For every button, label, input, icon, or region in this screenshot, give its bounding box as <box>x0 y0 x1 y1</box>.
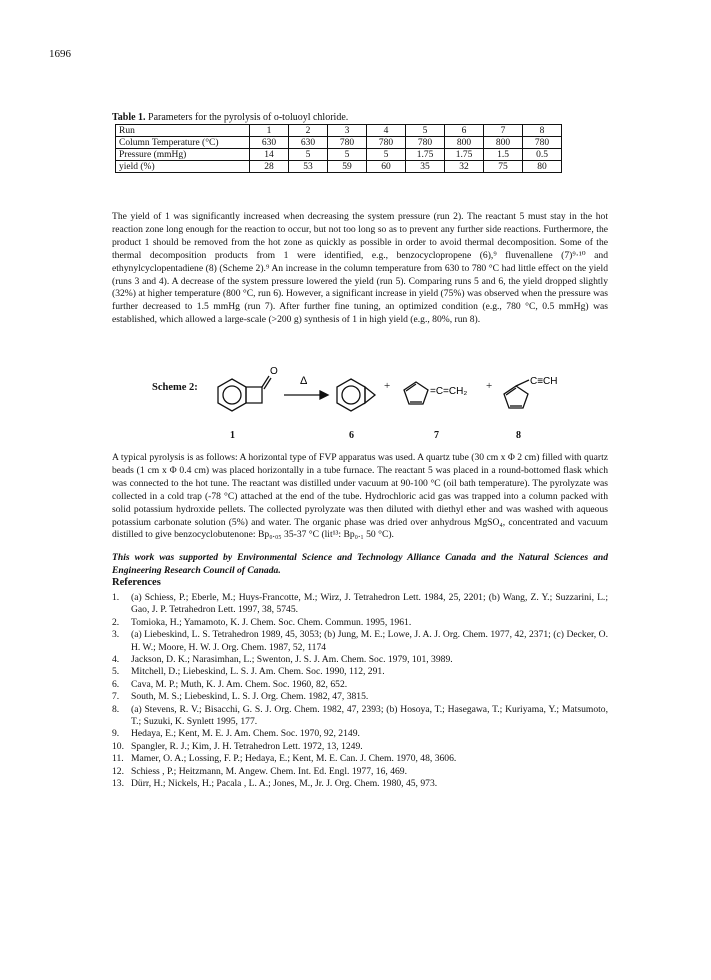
scheme-2 <box>152 362 612 450</box>
table-cell: 32 <box>445 161 484 173</box>
reference-number: 10. <box>112 740 124 752</box>
procedure-paragraph: A typical pyrolysis is as follows: A horizontal type of FVP apparatus was used. A quartz tube (30 cm x Φ 2 cm) filled with quartz beads (1 cm x Φ 0.4 cm) was placed horizontally in a tube furnace. The reactant 5 was placed in a round-bottomed flask which was connected to the hot tune. The reactant was distilled under vacuum at 90-100 °C (oil bath temperature). The pyrolyzate was collected in a cold trap (-78 °C) attached at the end of the tube. Hydrochloric acid gas was trapped into a column packed with solid potassium hydroxide pellets. The collected pyrolyzate was then diluted with diethyl ether and was washed with aqueous potassium carbonate solution (5%) and water. The organic phase was dried over anhydrous MgSO₄, concentrated and vacuum distilled to give benzocyclobutenone: Bp₀.₀₅ 35-37 °C (lit¹³: Bp₀.₁ 50 °C). <box>112 452 608 541</box>
reference-number: 11. <box>112 753 124 765</box>
table-cell: 3 <box>328 125 367 137</box>
reference-text: Schiess , P.; Heitzmann, M. Angew. Chem. Int. Ed. Engl. 1977, 16, 469. <box>131 765 407 777</box>
table-row-label: Run <box>116 125 250 137</box>
reference-text: Cava, M. P.; Muth, K. J. Am. Chem. Soc. 1960, 82, 652. <box>131 678 348 690</box>
table-row <box>116 137 562 149</box>
reference-item <box>112 728 608 740</box>
reference-item <box>112 704 608 729</box>
table-cell: 5 <box>367 149 406 161</box>
plus-sign: + <box>486 380 493 392</box>
reference-number: 4. <box>112 654 120 666</box>
table-cell: 1.75 <box>406 149 445 161</box>
table-row-label: Column Temperature (°C) <box>116 137 250 149</box>
table-cell: 1 <box>250 125 289 137</box>
table-cell: 2 <box>289 125 328 137</box>
table-caption <box>112 112 348 123</box>
allene-group-label: =C=CH₂ <box>430 386 468 397</box>
table-cell: 780 <box>328 137 367 149</box>
reference-text: Hedaya, E.; Kent, M. E. J. Am. Chem. Soc. 1970, 92, 2149. <box>131 728 360 740</box>
table-cell: 630 <box>289 137 328 149</box>
benzocyclobutenone-structure <box>218 376 271 411</box>
reference-item <box>112 741 608 753</box>
benzocyclopropene-structure <box>337 379 375 411</box>
table-cell: 60 <box>367 161 406 173</box>
reference-item <box>112 778 608 790</box>
table-cell: 6 <box>445 125 484 137</box>
reference-item <box>112 592 608 617</box>
compound-number-7: 7 <box>434 430 439 441</box>
table-cell: 7 <box>484 125 523 137</box>
scheme-label: Scheme 2: <box>152 382 198 393</box>
table-cell: 75 <box>484 161 523 173</box>
table-cell: 59 <box>328 161 367 173</box>
reference-number: 3. <box>112 629 120 641</box>
compound-number-6: 6 <box>349 430 354 441</box>
reference-text: (a) Schiess, P.; Eberle, M.; Huys-Francotte, M.; Wirz, J. Tetrahedron Lett. 1984, 25, 2201; (b) Wang, Z. Y.; Suzzarini, L.; Gao, J. P. Tetrahedron Lett. 1997, 38, 5745. <box>131 592 608 616</box>
reference-item <box>112 766 608 778</box>
heat-symbol: Δ <box>300 375 308 387</box>
table-cell: 630 <box>250 137 289 149</box>
plus-sign: + <box>384 380 391 392</box>
reference-number: 9. <box>112 728 120 740</box>
table-cell: 780 <box>367 137 406 149</box>
table-cell: 14 <box>250 149 289 161</box>
table-cell: 28 <box>250 161 289 173</box>
table-cell: 53 <box>289 161 328 173</box>
parameters-table <box>115 124 562 173</box>
scheme-structures <box>152 362 612 428</box>
ethynylcyclopentadiene-structure <box>504 380 529 408</box>
table-row <box>116 125 562 137</box>
table-caption-text: Parameters for the pyrolysis of o-toluoyl chloride. <box>145 112 349 123</box>
reaction-arrow <box>284 391 328 399</box>
reference-number: 2. <box>112 616 120 628</box>
reference-number: 1. <box>112 592 120 603</box>
reference-text: Mamer, O. A.; Lossing, F. P.; Hedaya, E.; Kent, M. E. Can. J. Chem. 1970, 48, 3606. <box>131 753 457 765</box>
reference-text: Dürr, H.; Nickels, H.; Pacala , L. A.; Jones, M., Jr. J. Org. Chem. 1980, 45, 973. <box>131 778 438 790</box>
results-paragraph: The yield of 1 was significantly increased when decreasing the system pressure (run 2). The reactant 5 must stay in the hot reaction zone long enough for the reaction to occur, but not too long so as to prevent any further side reactions. Furthermore, the product 1 should be removed from the hot zone as quickly as possible in order to avoid thermal decomposition. Some of the thermal decomposition products from 1 were identified, e.g., benzocyclopropene (6),⁹ fluvenallene (7)⁹·¹⁰ and ethynylcyclopentadiene (8) (Scheme 2).⁹ An increase in the column temperature from 630 to 780 °C had little effect on the yield (runs 3 and 4). A decrease of the system pressure lowered the yield (run 5). Comparing runs 5 and 6, the yield dropped slightly (32%) at higher temperature (800 °C, run 6). However, a significant increase in yield (75%) was observed when the pressure was further decreased to 1.5 mmHg (run 7). After further fine tuning, an optimized condition (e.g., 780 °C, 0.5 mmHg) was established, which allowed a large-scale (>200 g) synthesis of 1 in high yield (e.g., 80%, run 8). <box>112 211 608 326</box>
reference-text: (a) Stevens, R. V.; Bisacchi, G. S. J. Org. Chem. 1982, 47, 2393; (b) Hosoya, T.; Hasegawa, T.; Kuriyama, Y.; Matsumoto, T.; Suzuki, K. Synlett 1995, 177. <box>131 703 608 728</box>
reference-item <box>112 654 608 666</box>
table-caption-prefix: Table 1. <box>112 112 146 123</box>
table-cell: 800 <box>445 137 484 149</box>
reference-item <box>112 679 608 691</box>
page-number: 1696 <box>49 48 71 60</box>
table-row <box>116 161 562 173</box>
references-heading: References <box>112 577 161 588</box>
reference-number: 12. <box>112 765 124 777</box>
reference-number: 13. <box>112 778 124 790</box>
table-cell: 780 <box>406 137 445 149</box>
fulvenallene-structure <box>404 382 428 404</box>
reference-item <box>112 617 608 629</box>
reference-item <box>112 691 608 703</box>
parameters-table-body <box>116 125 562 173</box>
table-cell: 1.5 <box>484 149 523 161</box>
reference-item <box>112 629 608 654</box>
reference-list <box>112 592 608 791</box>
reference-item <box>112 753 608 765</box>
table-cell: 800 <box>484 137 523 149</box>
table-cell: 4 <box>367 125 406 137</box>
table-cell: 0.5 <box>523 149 562 161</box>
table-cell: 5 <box>328 149 367 161</box>
reference-number: 5. <box>112 666 120 678</box>
reference-number: 8. <box>112 703 120 715</box>
compound-number-8: 8 <box>516 430 521 441</box>
reference-item <box>112 666 608 678</box>
reference-text: Spangler, R. J.; Kim, J. H. Tetrahedron Lett. 1972, 13, 1249. <box>131 740 363 752</box>
table-row-label: yield (%) <box>116 161 250 173</box>
compound-number-1: 1 <box>230 430 235 441</box>
reference-text: Mitchell, D.; Liebeskind, L. S. J. Am. Chem. Soc. 1990, 112, 291. <box>131 666 385 678</box>
table-cell: 5 <box>289 149 328 161</box>
table-cell: 5 <box>406 125 445 137</box>
table-cell: 80 <box>523 161 562 173</box>
table-row-label: Pressure (mmHg) <box>116 149 250 161</box>
reference-number: 6. <box>112 678 120 690</box>
table-row <box>116 149 562 161</box>
reference-text: Jackson, D. K.; Narasimhan, L.; Swenton, J. S. J. Am. Chem. Soc. 1979, 101, 3989. <box>131 654 453 666</box>
reference-text: (a) Liebeskind, L. S. Tetrahedron 1989, 45, 3053; (b) Jung, M. E.; Lowe, J. A. J. Org. Chem. 1977, 42, 2371; (c) Decker, O. H. W.; Moore, H. W. J. Org. Chem. 1987, 52, 1174 <box>131 629 608 653</box>
table-cell: 35 <box>406 161 445 173</box>
table-cell: 780 <box>523 137 562 149</box>
acknowledgement: This work was supported by Environmental Science and Technology Alliance Canada and the Natural Sciences and Engineering Research Council of Canada. <box>112 552 608 576</box>
table-cell: 8 <box>523 125 562 137</box>
table-cell: 1.75 <box>445 149 484 161</box>
reference-number: 7. <box>112 691 120 703</box>
oxygen-label: O <box>270 366 278 377</box>
reference-text: South, M. S.; Liebeskind, L. S. J. Org. Chem. 1982, 47, 3815. <box>131 691 369 703</box>
reference-text: Tomioka, H.; Yamamoto, K. J. Chem. Soc. Chem. Commun. 1995, 1961. <box>131 616 412 628</box>
alkyne-group-label: C≡CH <box>530 376 558 387</box>
